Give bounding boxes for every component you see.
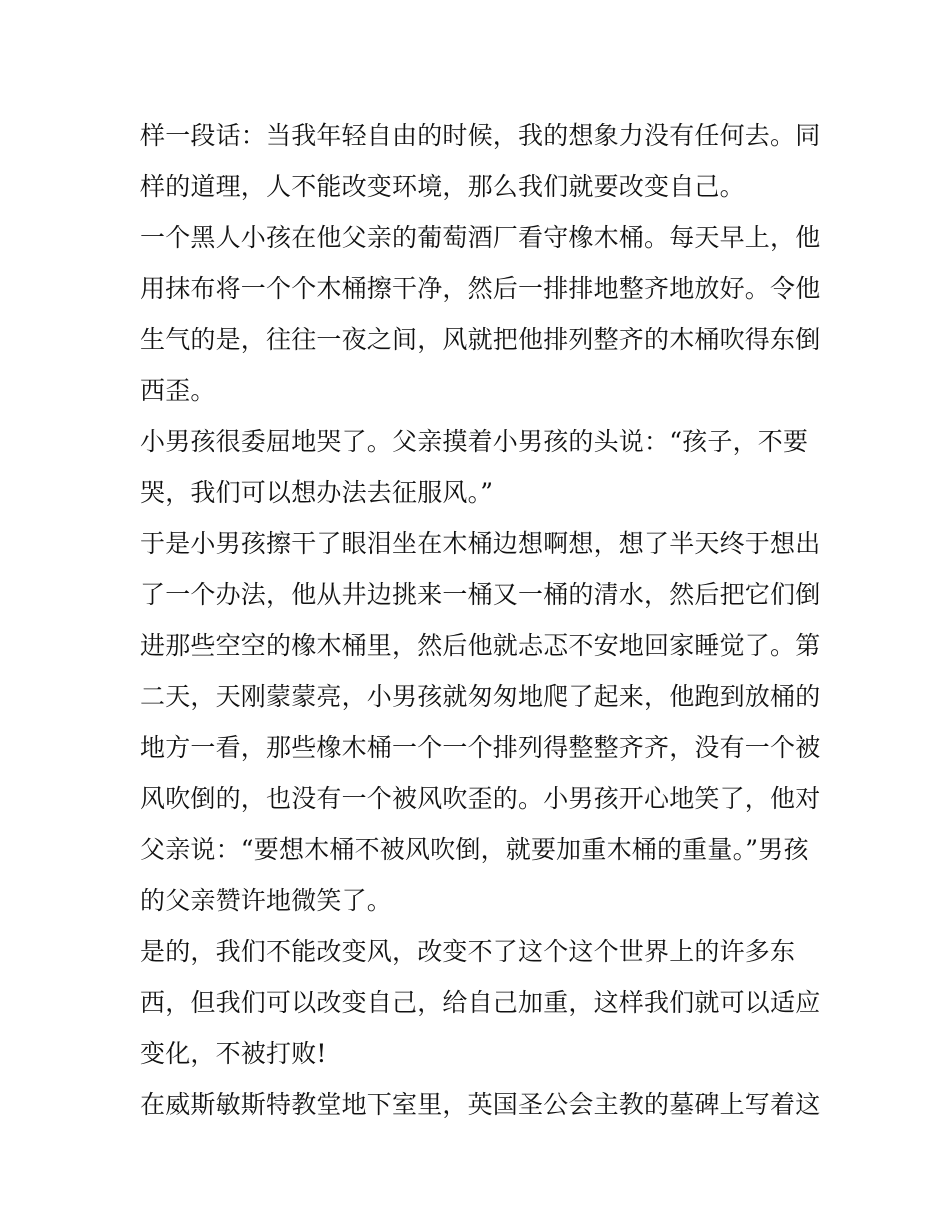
text-line: 于是小男孩擦干了眼泪坐在木桶边想啊想，想了半天终于想出 [140, 529, 821, 558]
text-line: 小男孩很委屈地哭了。父亲摸着小男孩的头说：“孩子，不要 [140, 427, 809, 456]
text-line: 二天，天刚蒙蒙亮，小男孩就匆匆地爬了起来，他跑到放桶的 [140, 682, 821, 711]
text-line: 在威斯敏斯特教堂地下室里，英国圣公会主教的墓碑上写着这 [140, 1090, 821, 1119]
text-line: 地方一看，那些橡木桶一个一个排列得整整齐齐，没有一个被 [140, 733, 821, 762]
text-line: 西歪。 [140, 376, 216, 405]
text-line: 进那些空空的橡木桶里，然后他就忐忑不安地回家睡觉了。第 [140, 631, 821, 660]
text-line: 一个黑人小孩在他父亲的葡萄酒厂看守橡木桶。每天早上，他 [140, 223, 821, 252]
document-body [140, 110, 821, 1130]
text-line: 哭，我们可以想办法去征服风。” [140, 478, 494, 507]
text-line: 是的，我们不能改变风，改变不了这个这个世界上的许多东 [140, 937, 796, 966]
text-line: 父亲说：“要想木桶不被风吹倒，就要加重木桶的重量。”男孩 [140, 835, 809, 864]
text-line: 的父亲赞许地微笑了。 [140, 886, 393, 915]
text-line: 西，但我们可以改变自己，给自己加重，这样我们就可以适应 [140, 988, 821, 1017]
text-line: 生气的是，往往一夜之间，风就把他排列整齐的木桶吹得东倒 [140, 325, 821, 354]
text-line: 样一段话：当我年轻自由的时候，我的想象力没有任何去。同 [140, 121, 821, 150]
text-line: 了一个办法，他从井边挑来一桶又一桶的清水，然后把它们倒 [140, 580, 821, 609]
text-line: 用抹布将一个个木桶擦干净，然后一排排地整齐地放好。令他 [140, 274, 821, 303]
text-line: 风吹倒的，也没有一个被风吹歪的。小男孩开心地笑了，他对 [140, 784, 821, 813]
text-line: 变化，不被打败! [140, 1039, 327, 1068]
text-line: 样的道理，人不能改变环境，那么我们就要改变自己。 [140, 172, 745, 201]
